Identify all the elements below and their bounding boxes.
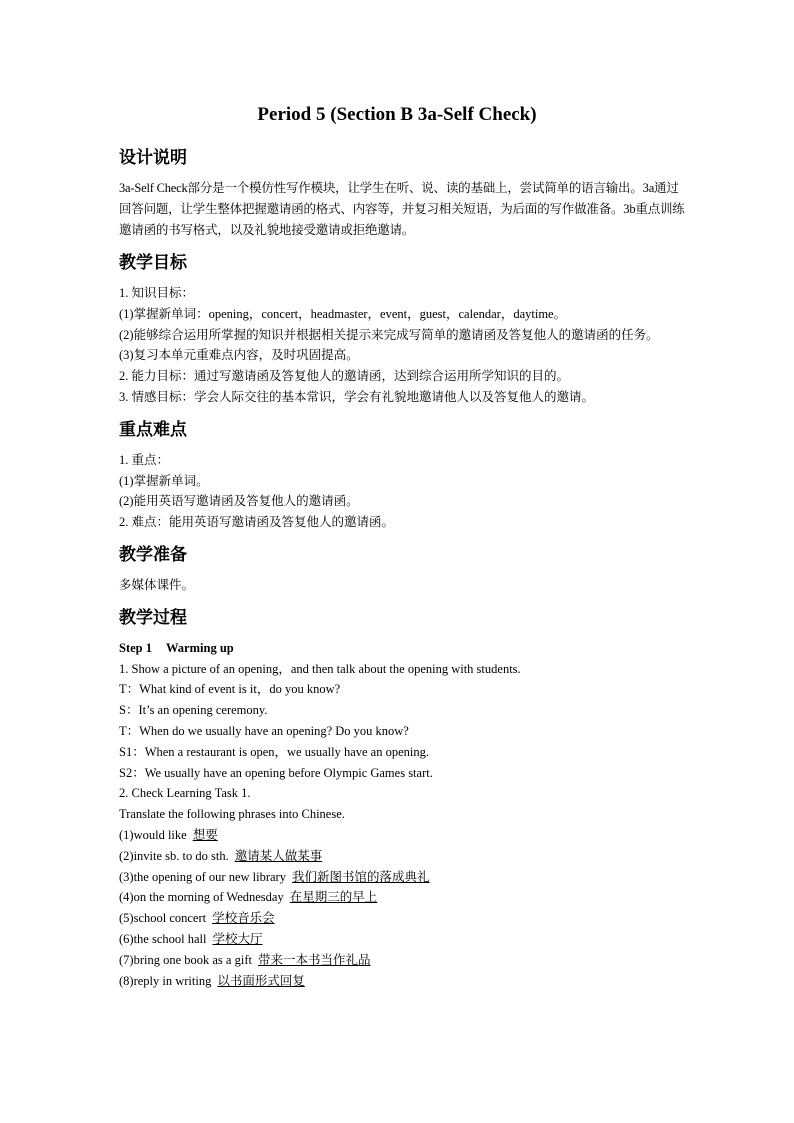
design-text: 3a-Self Check部分是一个模仿性写作模块，让学生在听、说、读的基础上，尝试简单的语言输出。3a通过回答问题，让学生整体把握邀请函的格式、内容等，并复习相关短语，为后面的写作做准备。3b重点训练邀请函的书写格式，以及礼貌地接受邀请或拒绝邀请。 — [119, 181, 685, 237]
phrase-answer: 以书面形式回复 — [217, 973, 305, 988]
step-name: Warming up — [166, 640, 234, 655]
design-section — [119, 146, 685, 241]
design-heading: 设计说明 — [119, 148, 187, 168]
prep-section — [119, 543, 685, 596]
keypoints-line: 1. 重点： — [119, 452, 170, 467]
goals-line: (3)复习本单元重难点内容，及时巩固提高。 — [119, 348, 359, 363]
phrase-en: (5)school concert — [119, 911, 207, 926]
phrase-item — [119, 846, 685, 867]
process-line: 2. Check Learning Task 1. — [119, 786, 251, 801]
phrase-en: (3)the opening of our new library — [119, 869, 286, 884]
phrase-en: (8)reply in writing — [119, 973, 212, 988]
step-label: Step 1 — [119, 640, 152, 655]
keypoints-section — [119, 418, 685, 533]
goals-line: 3. 情感目标：学会人际交往的基本常识，学会有礼貌地邀请他人以及答复他人的邀请。 — [119, 389, 595, 404]
phrase-answer: 学校大厅 — [212, 931, 263, 946]
phrase-en: (1)would like — [119, 827, 187, 842]
document-title: Period 5 (Section B 3a-Self Check) — [257, 104, 537, 125]
goals-line: 1. 知识目标： — [119, 286, 195, 300]
process-section — [119, 606, 685, 992]
phrase-answer: 带来一本书当作礼品 — [257, 952, 371, 967]
process-line: T：When do we usually have an opening? Do you know? — [119, 723, 409, 738]
process-line: S：It’s an opening ceremony. — [119, 703, 268, 718]
phrase-answer: 邀请某人做某事 — [234, 848, 323, 863]
process-heading: 教学过程 — [119, 607, 187, 628]
phrase-item — [119, 887, 685, 908]
phrase-item — [119, 825, 685, 846]
phrase-item — [119, 908, 685, 929]
process-line: Translate the following phrases into Chinese. — [119, 807, 345, 822]
process-line: S1：When a restaurant is open，we usually have an opening. — [119, 744, 429, 759]
process-line: 1. Show a picture of an opening，and then talk about the opening with students. — [119, 661, 521, 676]
phrase-en: (2)invite sb. to do sth. — [119, 848, 229, 863]
goals-line: (2)能够综合运用所掌握的知识并根据相关提示来完成写简单的邀请函及答复他人的邀请函的任务。 — [119, 327, 659, 342]
goals-line: (1)掌握新单词：opening，concert，headmaster，event，guest，calendar，daytime。 — [119, 306, 567, 321]
prep-heading: 教学准备 — [119, 544, 187, 565]
phrase-en: (7)bring one book as a gift — [119, 952, 252, 967]
keypoints-heading: 重点难点 — [119, 419, 187, 440]
goals-line: 2. 能力目标：通过写邀请函及答复他人的邀请函，达到综合运用所学知识的目的。 — [119, 369, 570, 384]
process-line: S2：We usually have an opening before Olympic Games start. — [119, 765, 433, 780]
phrase-answer: 我们新图书馆的落成典礼 — [291, 869, 430, 884]
phrase-answer: 在星期三的早上 — [289, 890, 378, 905]
phrase-en: (4)on the morning of Wednesday — [119, 890, 284, 905]
phrase-item — [119, 950, 685, 971]
phrase-answer: 想要 — [192, 827, 218, 842]
phrase-en: (6)the school hall — [119, 931, 207, 946]
goals-section — [119, 251, 685, 408]
keypoints-line: (1)掌握新单词。 — [119, 473, 209, 488]
step-title — [119, 638, 685, 659]
keypoints-line: (2)能用英语写邀请函及答复他人的邀请函。 — [119, 494, 359, 509]
phrase-item — [119, 971, 685, 992]
phrase-item — [119, 867, 685, 888]
phrase-answer: 学校音乐会 — [212, 911, 275, 926]
prep-text: 多媒体课件。 — [119, 577, 195, 592]
document-body — [119, 146, 685, 1001]
process-line: T：What kind of event is it，do you know? — [119, 682, 341, 697]
phrase-item — [119, 929, 685, 950]
goals-heading: 教学目标 — [119, 253, 187, 273]
keypoints-line: 2. 难点：能用英语写邀请函及答复他人的邀请函。 — [119, 515, 395, 530]
